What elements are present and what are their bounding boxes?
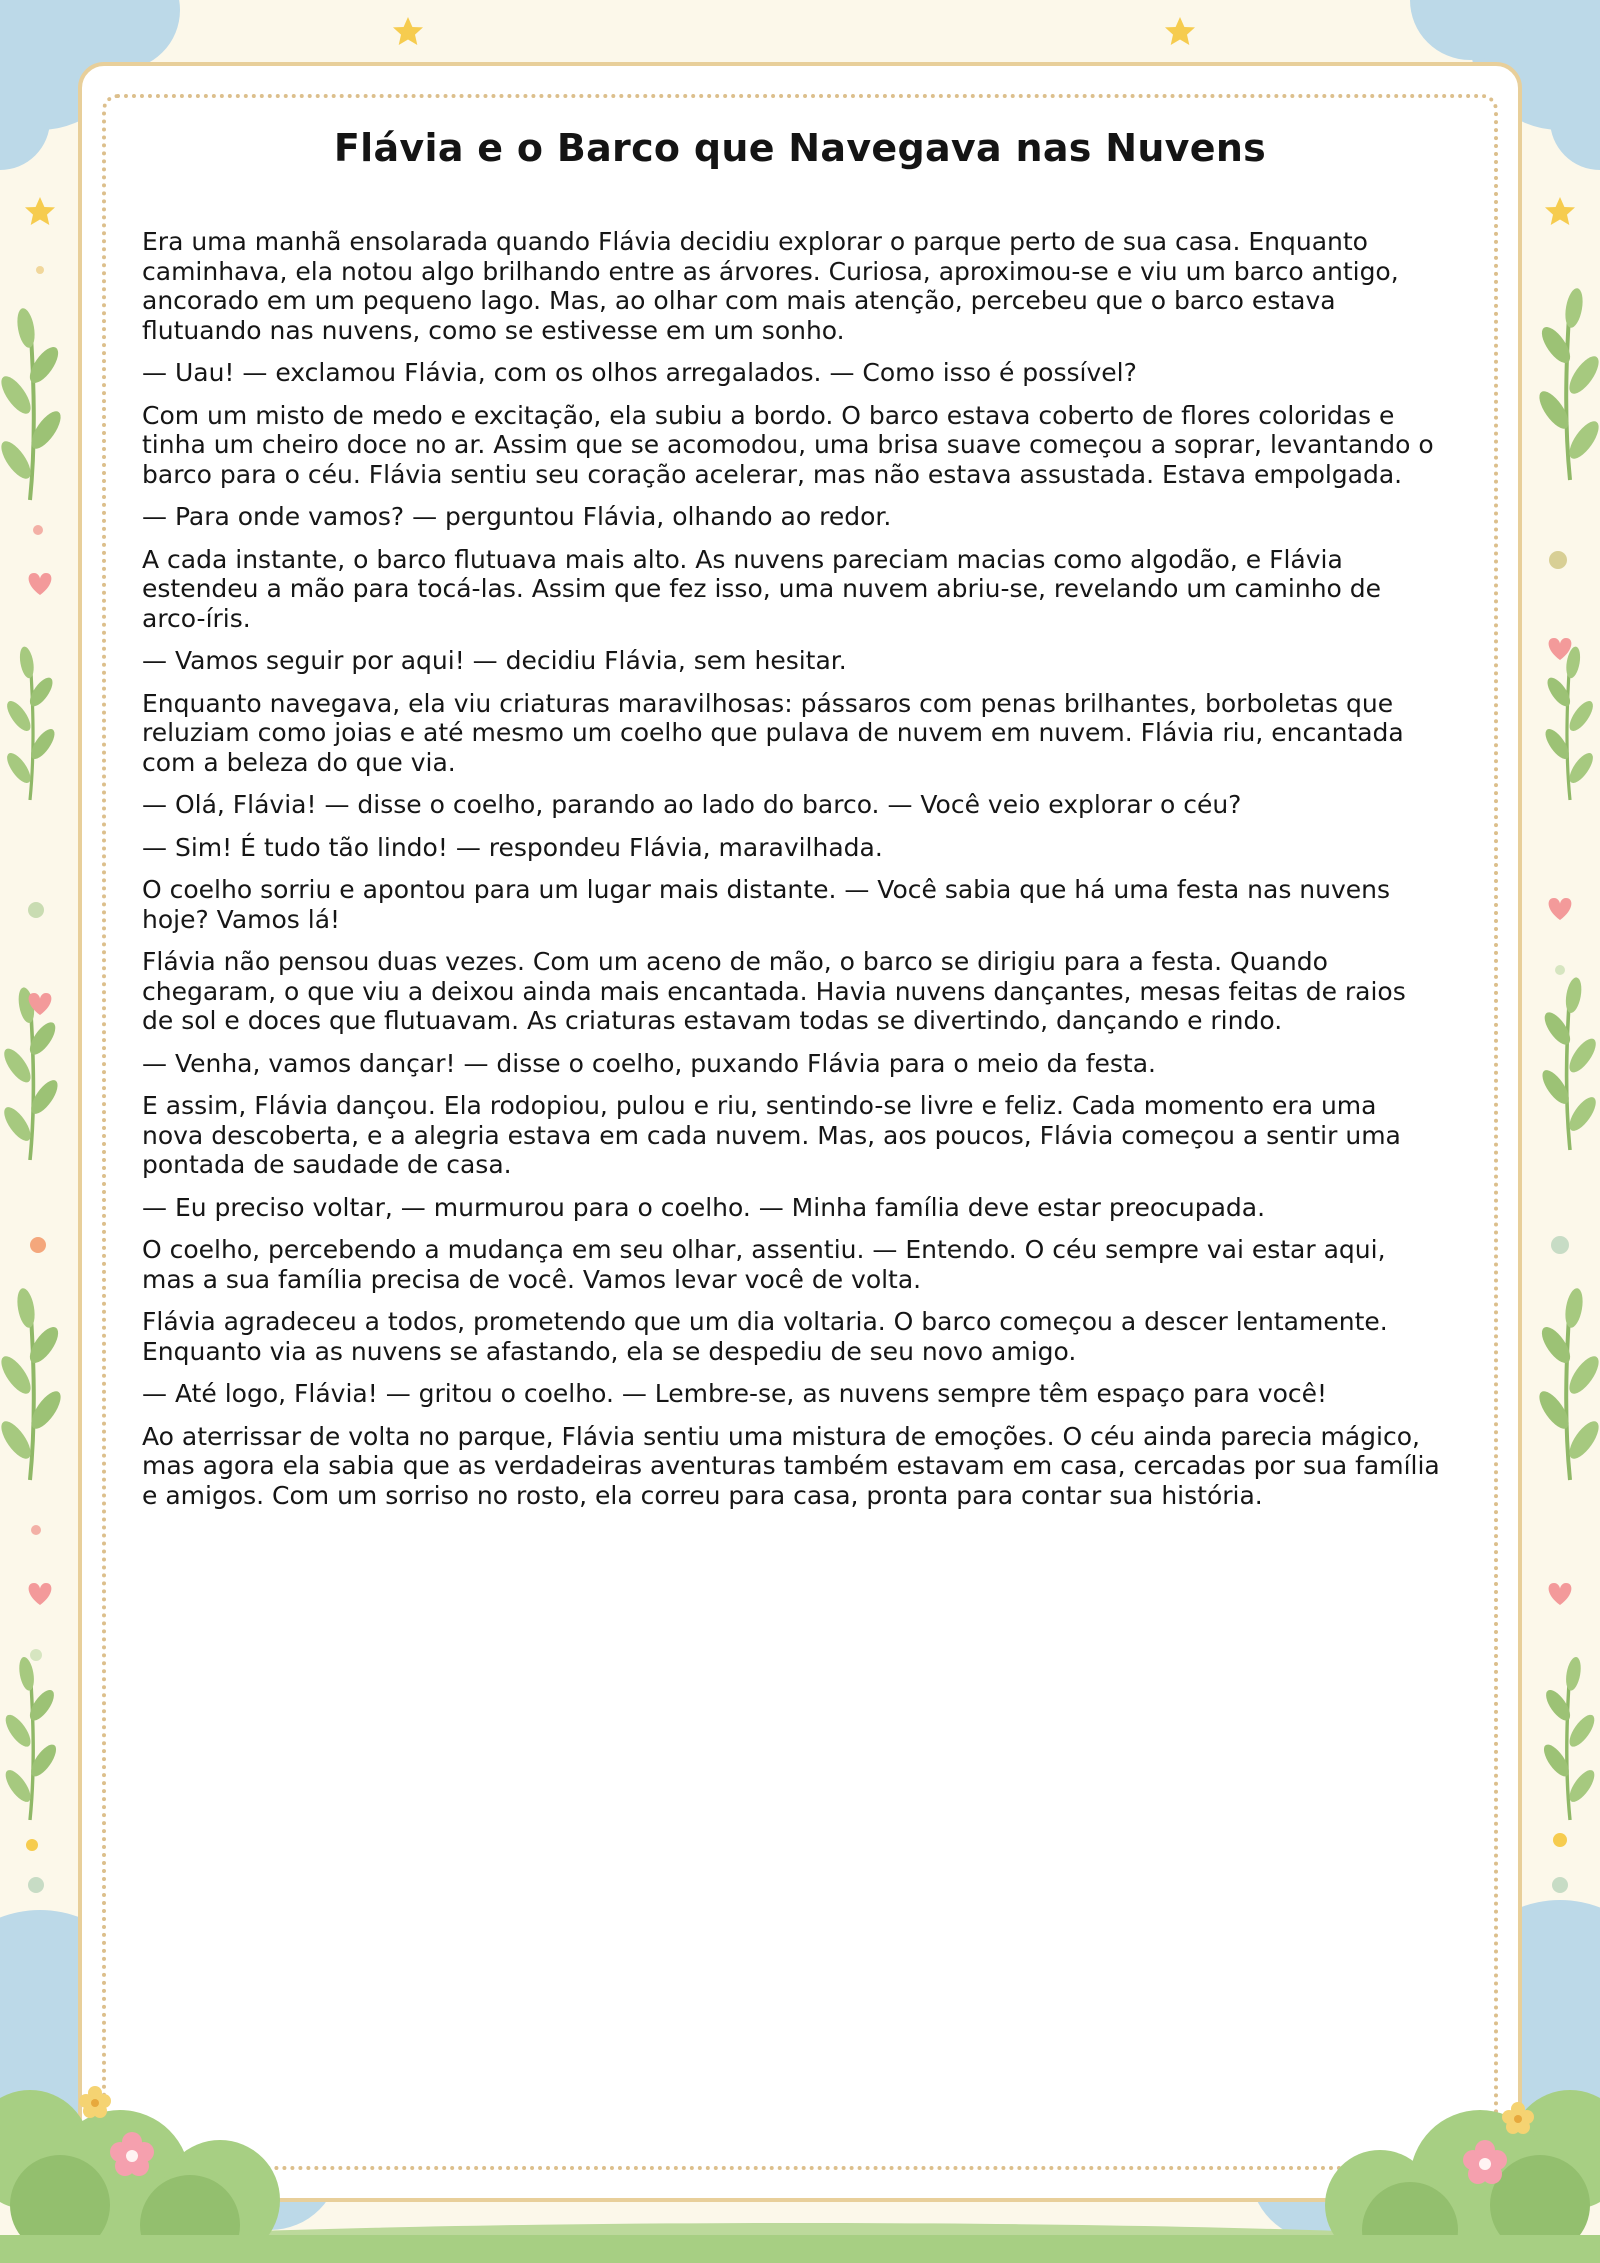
grass-decoration [0, 2030, 1600, 2263]
story-paragraph: O coelho sorriu e apontou para um lugar mais distante. — Você sabia que há uma festa nas nuvens hoje? Vamos lá! [142, 875, 1391, 934]
story-paragraph: Era uma manhã ensolarada quando Flávia decidiu explorar o parque perto de sua casa. Enquanto caminhava, ela notou algo brilhando entre as árvores. Curiosa, aproximou-se e viu um barco antigo, ancorado em um pequeno lago. Mas, ao olhar com mais atenção, percebeu que o barco estava flutuando nas nuvens, como se estivesse em um sonho. [142, 227, 1399, 345]
story-paragraph: Flávia agradeceu a todos, prometendo que um dia voltaria. O barco começou a descer lentamente. Enquanto via as nuvens se afastando, ela se despediu de seu novo amigo. [142, 1307, 1388, 1366]
story-paragraph: — Uau! — exclamou Flávia, com os olhos arregalados. — Como isso é possível? [142, 358, 1137, 387]
story-paragraph: Com um misto de medo e excitação, ela subiu a bordo. O barco estava coberto de flores coloridas e tinha um cheiro doce no ar. Assim que se acomodou, uma brisa suave começou a soprar, levantando o barco para o céu. Flávia sentiu seu coração acelerar, mas não estava assustada. Estava empolgada. [142, 400, 1434, 489]
story-paragraph: — Eu preciso voltar, — murmurou para o coelho. — Minha família deve estar preocupada. [142, 1192, 1266, 1222]
story-paragraph: — Até logo, Flávia! — gritou o coelho. — Lembre-se, as nuvens sempre têm espaço para você! [142, 1379, 1328, 1408]
story-paragraph: A cada instante, o barco flutuava mais alto. As nuvens pareciam macias como algodão, e Flávia estendeu a mão para tocá-las. Assim que fez isso, uma nuvem abriu-se, revelando um caminho de arco-íris. [142, 544, 1382, 633]
story-paragraph: — Para onde vamos? — perguntou Flávia, olhando ao redor. [142, 502, 892, 531]
story-paragraph: — Venha, vamos dançar! — disse o coelho, puxando Flávia para o meio da festa. [142, 1048, 1157, 1078]
story-body [142, 227, 1442, 1523]
story-paragraph: — Vamos seguir por aqui! — decidiu Flávia, sem hesitar. [142, 646, 847, 675]
story-paragraph: Ao aterrissar de volta no parque, Flávia sentiu uma mistura de emoções. O céu ainda parecia mágico, mas agora ela sabia que as verdadeiras aventuras também estavam em casa, cercadas por sua família e amigos. Com um sorriso no rosto, ela correu para casa, pronta para contar sua história. [142, 1421, 1440, 1510]
story-paragraph: — Olá, Flávia! — disse o coelho, parando ao lado do barco. — Você veio explorar o céu? [142, 790, 1242, 819]
story-title: Flávia e o Barco que Navegava nas Nuvens [333, 126, 1267, 170]
story-paragraph: Flávia não pensou duas vezes. Com um aceno de mão, o barco se dirigiu para a festa. Quando chegaram, o que viu a deixou ainda mais encantada. Havia nuvens dançantes, mesas feitas de raios de sol e doces que flutuavam. As criaturas estavam todas se divertindo, dançando e rindo. [142, 947, 1406, 1035]
flower-icon [79, 2086, 1534, 2184]
story-paragraph: E assim, Flávia dançou. Ela rodopiou, pulou e riu, sentindo-se livre e feliz. Cada momento era uma nova descoberta, e a alegria estava em cada nuvem. Mas, aos poucos, Flávia começou a sentir uma pontada de saudade de casa. [142, 1091, 1401, 1179]
story-paragraph: O coelho, percebendo a mudança em seu olhar, assentiu. — Entendo. O céu sempre vai estar aqui, mas a sua família precisa de você. Vamos levar você de volta. [142, 1235, 1386, 1294]
story-paragraph: — Sim! É tudo tão lindo! — respondeu Flávia, maravilhada. [142, 832, 883, 862]
story-paragraph: Enquanto navegava, ela viu criaturas maravilhosas: pássaros com penas brilhantes, borboletas que reluziam como joias e até mesmo um coelho que pulava de nuvem em nuvem. Flávia riu, encantada com a beleza do que via. [142, 688, 1404, 777]
